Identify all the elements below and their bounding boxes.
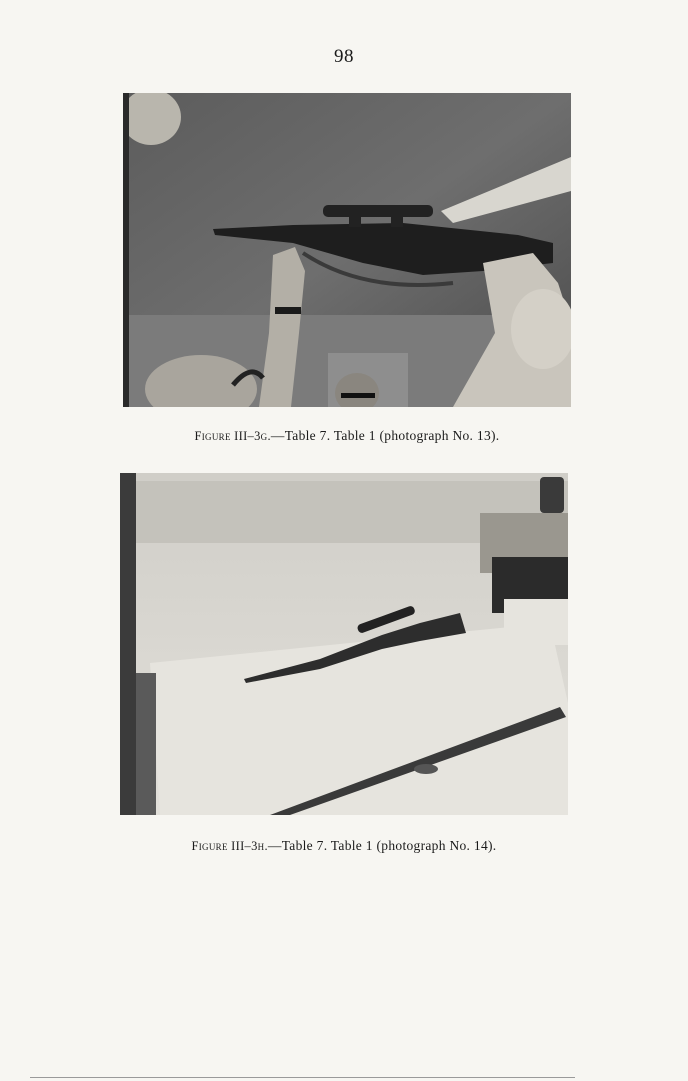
figure-photo-rifle-held xyxy=(123,93,571,407)
figure-photo-rifle-on-table xyxy=(120,473,568,815)
figure-label: Figure III–3g. xyxy=(194,429,271,443)
bottom-rule xyxy=(30,1077,575,1078)
figure-label: Figure III–3h. xyxy=(191,839,268,853)
figure-caption-text: —Table 7. Table 1 (photograph No. 14). xyxy=(267,838,497,853)
figure-caption xyxy=(0,428,688,444)
figure-caption xyxy=(0,838,688,854)
figure-caption-text: —Table 7. Table 1 (photograph No. 13). xyxy=(270,428,500,443)
page-number: 98 xyxy=(334,46,354,67)
